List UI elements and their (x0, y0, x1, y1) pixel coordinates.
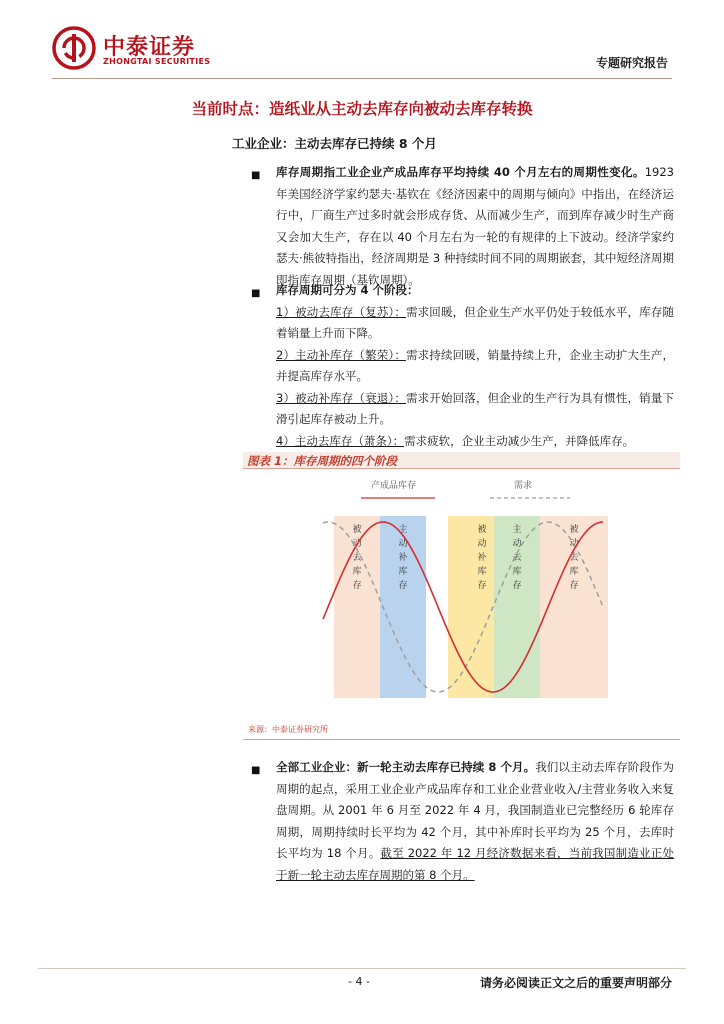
paragraph-lead: 库存周期指工业企业产成品库存平均持续 40 个月左右的周期性变化。 (276, 165, 645, 179)
stage-desc: 需求持续回暖，销量持续上升，企业主动扩大生产，并提高库存水平。 (276, 347, 674, 383)
bullet-square-icon: ■ (251, 170, 261, 181)
figure-divider (243, 739, 680, 740)
phase-label: 主动去库存 (512, 525, 522, 591)
section-title: 当前时点：造纸业从主动去库存向被动去库存转换 (191, 100, 533, 118)
stage-name: 2）主动补库存（繁荣）： (276, 347, 406, 362)
footer-divider (38, 968, 686, 969)
stage-name: 4）主动去库存（萧条）： (276, 433, 405, 448)
figure-source: 来源：中泰证券研究所 (248, 725, 328, 734)
paragraph-all-industry (276, 757, 674, 886)
report-type-label: 专题研究报告 (595, 56, 668, 70)
paragraph-inventory-cycle (276, 162, 674, 291)
bullet-square-icon: ■ (251, 765, 261, 776)
paragraph-conclusion: 截至 2022 年 12 月经济数据来看，当前我国制造业正处于新一轮主动去库存周期的第 8 个月。 (276, 846, 674, 882)
stage-name: 1）被动去库存（复苏）： (276, 304, 406, 319)
figure-title: 图表 1：库存周期的四个阶段 (247, 454, 398, 468)
zhongtai-logo-icon (52, 26, 96, 70)
paragraph-stages (276, 280, 674, 452)
phase-label: 主动补库存 (398, 525, 408, 591)
legend (361, 479, 570, 498)
phase-label: 被动去库存 (352, 525, 362, 591)
stage-name: 3）被动补库存（衰退）： (276, 390, 406, 405)
section-subtitle: 工业企业：主动去库存已持续 8 个月 (232, 136, 437, 151)
bullet-square-icon: ■ (251, 288, 261, 299)
phase-label: 被动补库存 (477, 525, 487, 591)
page-number: - 4 - (348, 975, 370, 988)
header-divider (52, 78, 672, 79)
logo-text-cn: 中泰证券 (103, 35, 196, 60)
legend-demand-label: 需求 (514, 481, 533, 491)
paragraph-lead: 全部工业企业：新一轮主动去库存已持续 8 个月。 (276, 760, 536, 774)
phase-label: 被动去库存 (569, 525, 579, 591)
stage-desc: 需求开始回落，但企业的生产行为具有惯性，销量下滑引起库存被动上升。 (276, 390, 674, 426)
paragraph-body: 1923 年美国经济学家约瑟夫·基钦在《经济因素中的周期与倾向》中指出，在经济运行中，厂商生产过多时就会形成存货、从而减少生产，而到库存减少时生产商又会加大生产，存在以 40 个月左右为一轮的有规律的上下波动。经济学家约瑟夫·熊彼特指出，经济周期是 3 种持续时间不同的周期嵌套，其中短经济周期即指库存周期（基钦周期）。 (276, 165, 674, 287)
stage-desc: 需求疲软，企业主动减少生产，并降低库存。 (404, 433, 635, 448)
inventory-cycle-diagram (243, 470, 680, 720)
logo-text-en: ZHONGTAI SECURITIES (103, 57, 211, 66)
footer-disclaimer: 请务必阅读正文之后的重要声明部分 (479, 976, 672, 990)
paragraph-lead: 库存周期可分为 4 个阶段： (276, 283, 419, 297)
paragraph-body: 我们以主动去库存阶段作为周期的起点，采用工业企业产成品库存和工业企业营业收入/主营业务收入来复盘周期。从 2001 年 6 月至 2022 年 4 月，我国制造业已完整经历 6 轮库存周期，周期持续时长平均为 42 个月，其中补库时长平均为 25 个月，去库时长平均为 18 个月。 (276, 760, 674, 860)
stage-desc: 需求回暖，但企业生产水平仍处于较低水平，库存随着销量上升而下降。 (276, 304, 674, 340)
legend-inventory-label: 产成品库存 (371, 481, 417, 491)
